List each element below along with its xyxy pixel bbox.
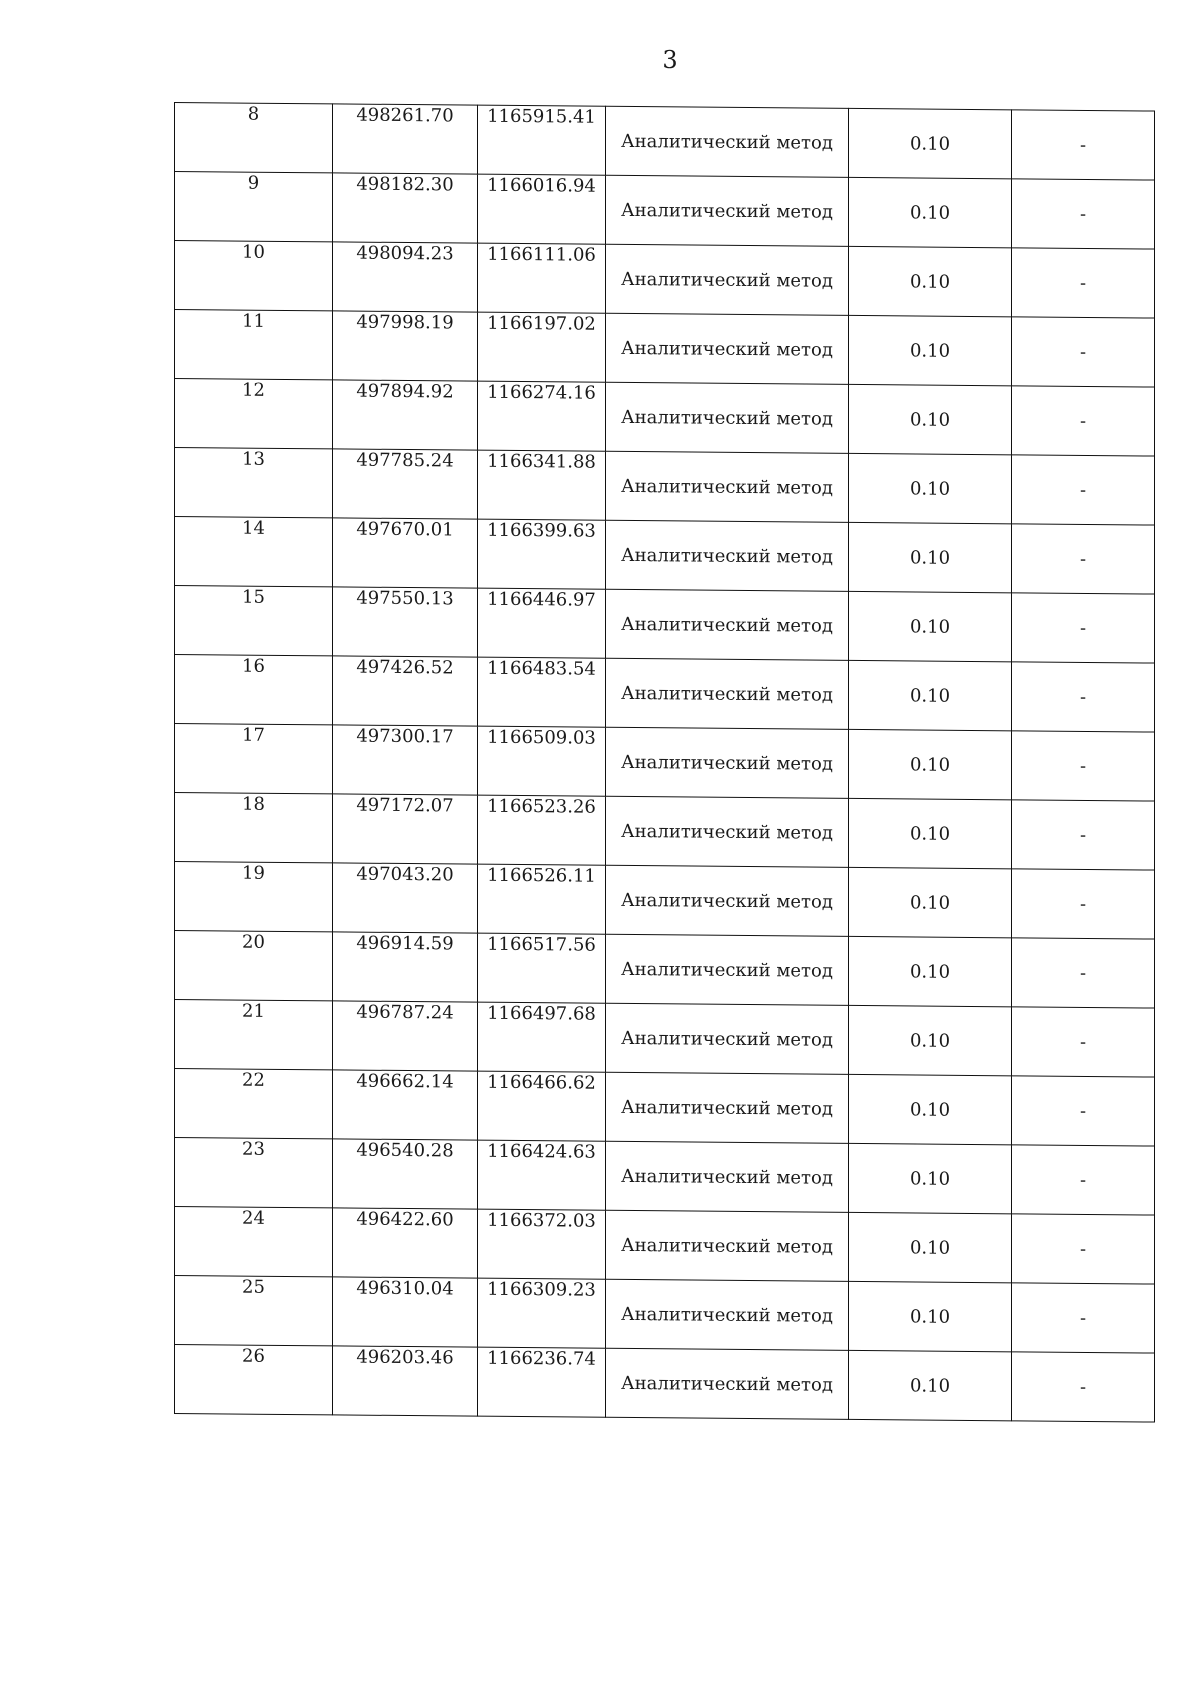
table-row <box>175 862 1155 940</box>
accuracy-cell: 0.10 <box>849 453 1012 523</box>
x-coordinate-cell: 496914.59 <box>333 932 478 1002</box>
description-cell: - <box>1012 386 1155 456</box>
x-coordinate-cell: 498261.70 <box>333 104 478 174</box>
method-cell: Аналитический метод <box>606 934 849 1005</box>
description-cell: - <box>1012 1283 1155 1353</box>
accuracy-cell: 0.10 <box>849 177 1012 247</box>
method-cell: Аналитический метод <box>606 382 849 453</box>
x-coordinate-cell: 496787.24 <box>333 1001 478 1071</box>
x-coordinate-cell: 498094.23 <box>333 242 478 312</box>
y-coordinate-cell: 1166274.16 <box>478 381 606 451</box>
x-coordinate-cell: 497785.24 <box>333 449 478 519</box>
point-number-cell: 10 <box>175 241 333 311</box>
x-coordinate-cell: 497670.01 <box>333 518 478 588</box>
accuracy-cell: 0.10 <box>849 1281 1012 1351</box>
point-number-cell: 9 <box>175 172 333 242</box>
method-cell: Аналитический метод <box>606 865 849 936</box>
description-cell: - <box>1012 593 1155 663</box>
accuracy-cell: 0.10 <box>849 246 1012 316</box>
table-row <box>175 517 1155 595</box>
accuracy-cell: 0.10 <box>849 1143 1012 1213</box>
point-number-cell: 13 <box>175 448 333 518</box>
y-coordinate-cell: 1166197.02 <box>478 312 606 382</box>
x-coordinate-cell: 497894.92 <box>333 380 478 450</box>
y-coordinate-cell: 1166424.63 <box>478 1140 606 1210</box>
method-cell: Аналитический метод <box>606 175 849 246</box>
point-number-cell: 8 <box>175 103 333 173</box>
table-row <box>175 1207 1155 1285</box>
table-row <box>175 655 1155 733</box>
table-row <box>175 241 1155 319</box>
accuracy-cell: 0.10 <box>849 591 1012 661</box>
point-number-cell: 18 <box>175 793 333 863</box>
table-row <box>175 379 1155 457</box>
method-cell: Аналитический метод <box>606 106 849 177</box>
description-cell: - <box>1012 1352 1155 1422</box>
description-cell: - <box>1012 869 1155 939</box>
method-cell: Аналитический метод <box>606 658 849 729</box>
y-coordinate-cell: 1166446.97 <box>478 588 606 658</box>
method-cell: Аналитический метод <box>606 589 849 660</box>
point-number-cell: 22 <box>175 1069 333 1139</box>
table-row <box>175 586 1155 664</box>
method-cell: Аналитический метод <box>606 1348 849 1419</box>
accuracy-cell: 0.10 <box>849 1074 1012 1144</box>
accuracy-cell: 0.10 <box>849 867 1012 937</box>
table-row <box>175 448 1155 526</box>
table-row <box>175 1000 1155 1078</box>
point-number-cell: 17 <box>175 724 333 794</box>
accuracy-cell: 0.10 <box>849 384 1012 454</box>
point-number-cell: 16 <box>175 655 333 725</box>
y-coordinate-cell: 1166372.03 <box>478 1209 606 1279</box>
table-row <box>175 1345 1155 1423</box>
description-cell: - <box>1012 524 1155 594</box>
table-row <box>175 1276 1155 1354</box>
table-row <box>175 1138 1155 1216</box>
coordinates-table <box>174 102 1155 1423</box>
x-coordinate-cell: 496422.60 <box>333 1208 478 1278</box>
y-coordinate-cell: 1166111.06 <box>478 243 606 313</box>
method-cell: Аналитический метод <box>606 1141 849 1212</box>
point-number-cell: 11 <box>175 310 333 380</box>
method-cell: Аналитический метод <box>606 1072 849 1143</box>
point-number-cell: 20 <box>175 931 333 1001</box>
description-cell: - <box>1012 938 1155 1008</box>
point-number-cell: 15 <box>175 586 333 656</box>
method-cell: Аналитический метод <box>606 1003 849 1074</box>
point-number-cell: 26 <box>175 1345 333 1415</box>
accuracy-cell: 0.10 <box>849 522 1012 592</box>
accuracy-cell: 0.10 <box>849 108 1012 178</box>
y-coordinate-cell: 1166509.03 <box>478 726 606 796</box>
x-coordinate-cell: 497300.17 <box>333 725 478 795</box>
point-number-cell: 24 <box>175 1207 333 1277</box>
table-row <box>175 310 1155 388</box>
description-cell: - <box>1012 248 1155 318</box>
method-cell: Аналитический метод <box>606 1210 849 1281</box>
table-row <box>175 931 1155 1009</box>
accuracy-cell: 0.10 <box>849 1005 1012 1075</box>
coordinates-table-container <box>174 102 1155 1423</box>
point-number-cell: 12 <box>175 379 333 449</box>
table-row <box>175 1069 1155 1147</box>
description-cell: - <box>1012 1076 1155 1146</box>
description-cell: - <box>1012 455 1155 525</box>
x-coordinate-cell: 497998.19 <box>333 311 478 381</box>
x-coordinate-cell: 496662.14 <box>333 1070 478 1140</box>
description-cell: - <box>1012 662 1155 732</box>
method-cell: Аналитический метод <box>606 313 849 384</box>
table-row <box>175 793 1155 871</box>
x-coordinate-cell: 498182.30 <box>333 173 478 243</box>
description-cell: - <box>1012 110 1155 180</box>
method-cell: Аналитический метод <box>606 244 849 315</box>
accuracy-cell: 0.10 <box>849 936 1012 1006</box>
table-row <box>175 724 1155 802</box>
point-number-cell: 14 <box>175 517 333 587</box>
method-cell: Аналитический метод <box>606 796 849 867</box>
y-coordinate-cell: 1166236.74 <box>478 1347 606 1417</box>
x-coordinate-cell: 497043.20 <box>333 863 478 933</box>
point-number-cell: 21 <box>175 1000 333 1070</box>
y-coordinate-cell: 1165915.41 <box>478 105 606 175</box>
description-cell: - <box>1012 800 1155 870</box>
method-cell: Аналитический метод <box>606 1279 849 1350</box>
point-number-cell: 19 <box>175 862 333 932</box>
accuracy-cell: 0.10 <box>849 1212 1012 1282</box>
x-coordinate-cell: 497426.52 <box>333 656 478 726</box>
y-coordinate-cell: 1166309.23 <box>478 1278 606 1348</box>
y-coordinate-cell: 1166341.88 <box>478 450 606 520</box>
accuracy-cell: 0.10 <box>849 1350 1012 1420</box>
y-coordinate-cell: 1166497.68 <box>478 1002 606 1072</box>
x-coordinate-cell: 496540.28 <box>333 1139 478 1209</box>
x-coordinate-cell: 497172.07 <box>333 794 478 864</box>
y-coordinate-cell: 1166526.11 <box>478 864 606 934</box>
method-cell: Аналитический метод <box>606 727 849 798</box>
y-coordinate-cell: 1166399.63 <box>478 519 606 589</box>
accuracy-cell: 0.10 <box>849 315 1012 385</box>
method-cell: Аналитический метод <box>606 520 849 591</box>
point-number-cell: 23 <box>175 1138 333 1208</box>
method-cell: Аналитический метод <box>606 451 849 522</box>
description-cell: - <box>1012 1145 1155 1215</box>
y-coordinate-cell: 1166523.26 <box>478 795 606 865</box>
coordinates-table-body <box>175 103 1155 1423</box>
accuracy-cell: 0.10 <box>849 660 1012 730</box>
description-cell: - <box>1012 317 1155 387</box>
x-coordinate-cell: 496310.04 <box>333 1277 478 1347</box>
description-cell: - <box>1012 1214 1155 1284</box>
y-coordinate-cell: 1166483.54 <box>478 657 606 727</box>
description-cell: - <box>1012 179 1155 249</box>
y-coordinate-cell: 1166016.94 <box>478 174 606 244</box>
x-coordinate-cell: 497550.13 <box>333 587 478 657</box>
accuracy-cell: 0.10 <box>849 729 1012 799</box>
y-coordinate-cell: 1166517.56 <box>478 933 606 1003</box>
description-cell: - <box>1012 731 1155 801</box>
page-number: 3 <box>662 46 678 74</box>
y-coordinate-cell: 1166466.62 <box>478 1071 606 1141</box>
description-cell: - <box>1012 1007 1155 1077</box>
table-row <box>175 103 1155 181</box>
point-number-cell: 25 <box>175 1276 333 1346</box>
accuracy-cell: 0.10 <box>849 798 1012 868</box>
table-row <box>175 172 1155 250</box>
x-coordinate-cell: 496203.46 <box>333 1346 478 1416</box>
